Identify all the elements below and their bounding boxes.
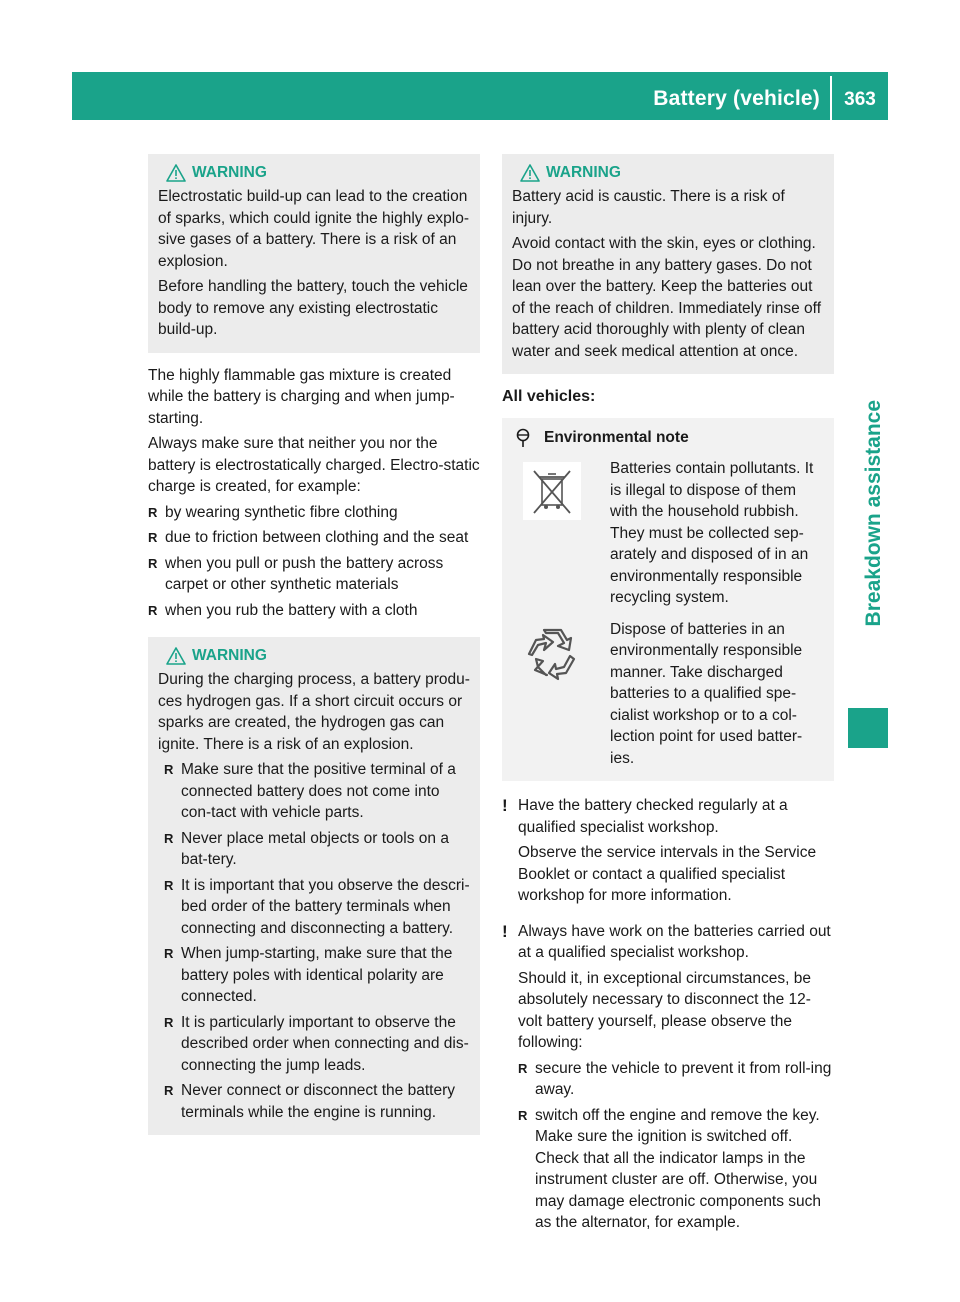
bullet-mark: R	[164, 762, 174, 777]
note-battery-work	[502, 921, 834, 1234]
page-number: 363	[844, 89, 876, 110]
warning-box-electrostatic	[148, 154, 480, 353]
warning-text: Battery acid is caustic. There is a risk of injury.	[512, 188, 785, 227]
chapter-tab	[848, 400, 888, 700]
bullet-mark: R	[148, 602, 158, 618]
bullet-mark: R	[148, 555, 158, 571]
section-title: Battery (vehicle)	[653, 87, 820, 110]
list-item: R when you rub the battery with a cloth	[148, 600, 480, 622]
list-item: R due to friction between clothing and the seat	[148, 527, 480, 549]
crossed-bin-icon	[523, 462, 581, 520]
bullet-mark: R	[148, 504, 158, 520]
note-battery-check	[502, 795, 834, 907]
bullet-list	[518, 1058, 834, 1234]
note-text: Always have work on the batteries carried out at a qualified specialist workshop.	[518, 922, 831, 961]
list-item: R When jump-starting, make sure that the battery poles with identical polarity are connected.	[164, 945, 453, 1005]
warning-title: WARNING	[546, 164, 621, 181]
environmental-note-title: Environmental note	[544, 429, 689, 446]
header-separator	[830, 76, 832, 120]
env-note-text: Dispose of batteries in an environmentally responsible manner. Take discharged batteries to a qualified spe-cialist workshop or to a col-lection point for used batter-ies.	[610, 620, 803, 767]
right-column	[502, 154, 834, 1238]
bullet-list	[148, 502, 480, 622]
warning-triangle-icon	[520, 164, 540, 182]
all-vehicles-heading: All vehicles:	[502, 388, 596, 405]
list-item: R Never connect or disconnect the battery terminals while the engine is running.	[164, 1082, 455, 1121]
bullet-mark: R	[164, 1083, 174, 1098]
warning-box-acid	[502, 154, 834, 374]
list-item: R switch off the engine and remove the key. Make sure the ignition is switched off. Check that all the indicator lamps in the instrument cluster are off. Otherwise, you may damage electronic components such as the alternator, for example.	[518, 1106, 822, 1231]
recycling-icon	[522, 623, 582, 683]
bullet-mark: R	[148, 530, 158, 545]
list-item: R secure the vehicle to prevent it from roll-ing away.	[518, 1059, 832, 1098]
warning-title: WARNING	[192, 647, 267, 664]
warning-text: Avoid contact with the skin, eyes or clothing. Do not breathe in any battery gases. Do not lean over the battery. Keep the batteries out of the reach of children. Immediately rinse off battery acid thoroughly with plenty of clean water and seek medical attention at once.	[512, 235, 822, 360]
list-item: R by wearing synthetic fibre clothing	[148, 502, 480, 524]
list-item: R It is particularly important to observe the described order when connecting and dis-connecting the jump leads.	[164, 1013, 469, 1074]
note-text: Have the battery checked regularly at a qualified specialist workshop.	[518, 797, 788, 836]
warning-text: Electrostatic build-up can lead to the creation of sparks, which could ignite the highly explo-sive gases of a battery. There is a risk of an explosion.	[158, 188, 470, 270]
note-text: Observe the service intervals in the Service Booklet or contact a qualified specialist workshop for more information.	[518, 844, 817, 904]
warning-bullet-list	[164, 759, 472, 1123]
warning-title: WARNING	[192, 164, 267, 181]
bullet-mark: R	[518, 1060, 528, 1076]
warning-text: During the charging process, a battery produ-ces hydrogen gas. If a short circuit occurs or sparks are created, the hydrogen gas can ignite. There is a risk of an explosion.	[158, 671, 470, 753]
note-text: Should it, in exceptional circumstances, be absolutely necessary to disconnect the 12-volt battery yourself, please observe the following:	[518, 969, 811, 1051]
page-header	[72, 72, 888, 120]
warning-box-hydrogen	[148, 637, 480, 1135]
env-row-recycle	[512, 619, 824, 770]
bullet-mark: R	[164, 877, 174, 893]
warning-triangle-icon	[166, 647, 186, 665]
list-item: R when you pull or push the battery across carpet or other synthetic materials	[148, 554, 444, 593]
body-paragraph: The highly flammable gas mixture is created while the battery is charging and when jump-starting.	[148, 366, 455, 427]
warning-heading	[512, 160, 826, 186]
environmental-note-box	[502, 418, 834, 781]
env-note-text: Batteries contain pollutants. It is illegal to dispose of them with the household rubbish. They must be collected sep-arately and disposed of in an environmentally responsible recycling system.	[610, 460, 814, 606]
bullet-mark: R	[518, 1107, 528, 1123]
bullet-mark: R	[164, 1014, 174, 1030]
environmental-note-heading	[512, 424, 824, 452]
warning-heading	[158, 160, 472, 186]
warning-heading	[158, 643, 472, 669]
list-item: R Never place metal objects or tools on a bat-tery.	[164, 829, 449, 868]
chapter-marker	[848, 708, 888, 748]
exclamation-icon: !	[502, 921, 508, 941]
env-row-disposal	[512, 458, 824, 609]
list-item: R Make sure that the positive terminal of a connected battery does not come into con-tact with vehicle parts.	[164, 761, 456, 821]
body-paragraph: Always make sure that neither you nor the battery is electrostatically charged. Electro-static charge is created, for example:	[148, 435, 480, 495]
bullet-mark: R	[164, 946, 174, 961]
chapter-tab-label: Breakdown assistance	[862, 400, 885, 627]
list-item: R It is important that you observe the descri-bed order of the battery terminals when connecting and disconnecting a battery.	[164, 876, 470, 937]
exclamation-icon: !	[502, 796, 508, 815]
bullet-mark: R	[164, 830, 174, 846]
bulb-icon	[512, 427, 534, 449]
left-column	[148, 154, 480, 1135]
warning-text: Before handling the battery, touch the vehicle body to remove any existing electrostatic build-up.	[158, 278, 468, 338]
warning-triangle-icon	[166, 164, 186, 182]
